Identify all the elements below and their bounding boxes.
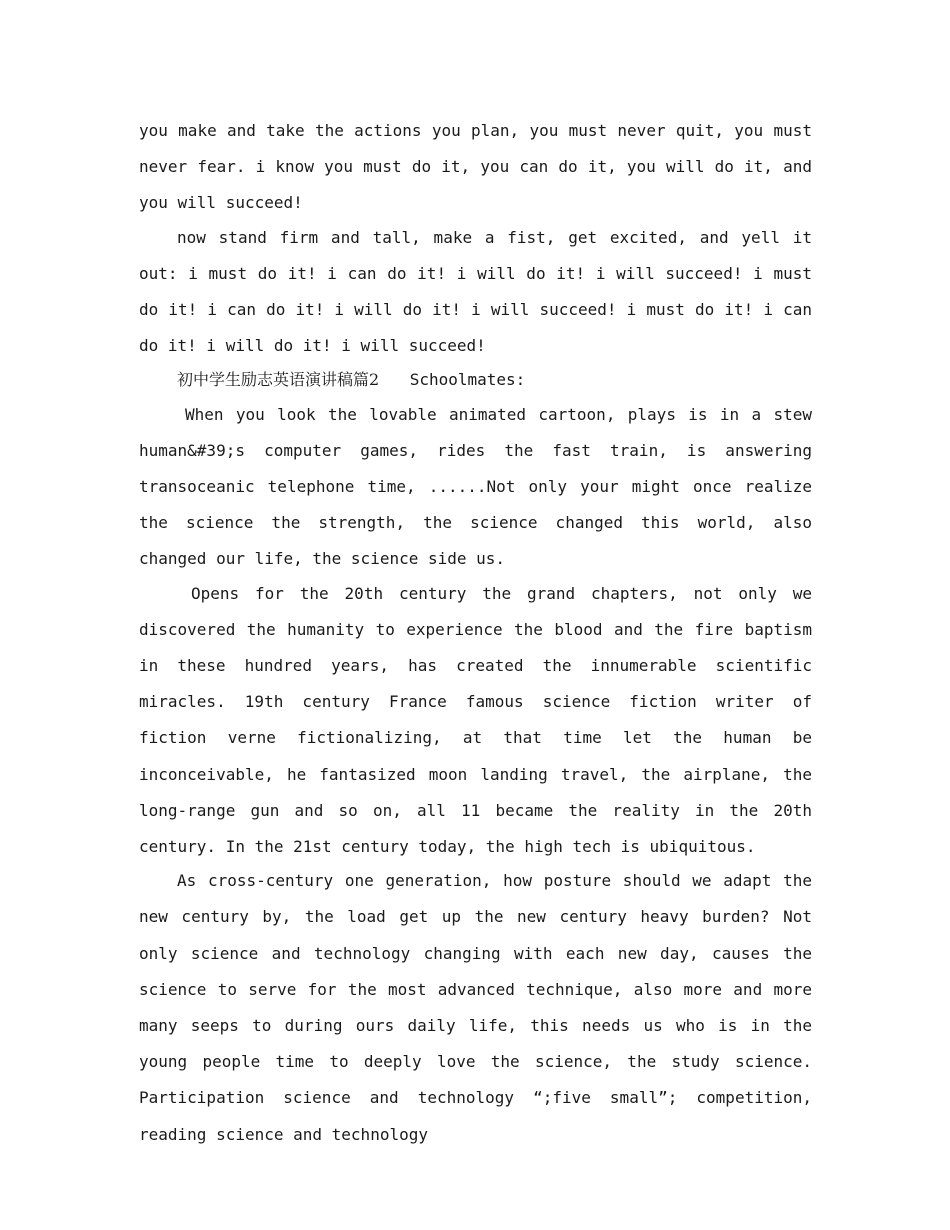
paragraph-2: now stand firm and tall, make a fist, get excited, and yell it out: i must do it! i can do it! i will do it! i will succeed! i must do it! i can do it! i will do it! i will succeed! i must do it! i can do it! i will do it! i will succeed! <box>139 227 812 356</box>
paragraph-1: you make and take the actions you plan, you must never quit, you must never fear. i know you must do it, you can do it, you will do it, and you will succeed! <box>139 121 812 213</box>
section-heading <box>139 362 812 398</box>
paragraph-4: Opens for the 20th century the grand chapters, not only we discovered the humanity to experience the blood and the fire baptism in these hundred years, has created the innumerable scientific miracles. 19th century France famous science fiction writer of fiction verne fictionalizing, at that time let the human be inconceivable, he fantasized moon landing travel, the airplane, the long-range gun and so on, all 11 became the reality in the 20th century. In the 21st century today, the high tech is ubiquitous. <box>139 583 812 857</box>
section-title: 初中学生励志英语演讲稿篇2 <box>177 370 380 390</box>
salutation: Schoolmates: <box>409 370 526 390</box>
paragraph-3: When you look the lovable animated cartoon, plays is in a stew human&#39;s computer games, rides the fast train, is answering transoceanic telephone time, ......Not only your might once realize the science the strength, the science changed this world, also changed our life, the science side us. <box>139 404 812 569</box>
paragraph-5: As cross-century one generation, how posture should we adapt the new century by, the load get up the new century heavy burden? Not only science and technology changing with each new day, causes the science to serve for the most advanced technique, also more and more many seeps to during ours daily life, this needs us who is in the young people time to deeply love the science, the study science. Participation science and technology “;five small”; competition, reading science and technology <box>139 871 812 1144</box>
document-body <box>139 113 812 1151</box>
